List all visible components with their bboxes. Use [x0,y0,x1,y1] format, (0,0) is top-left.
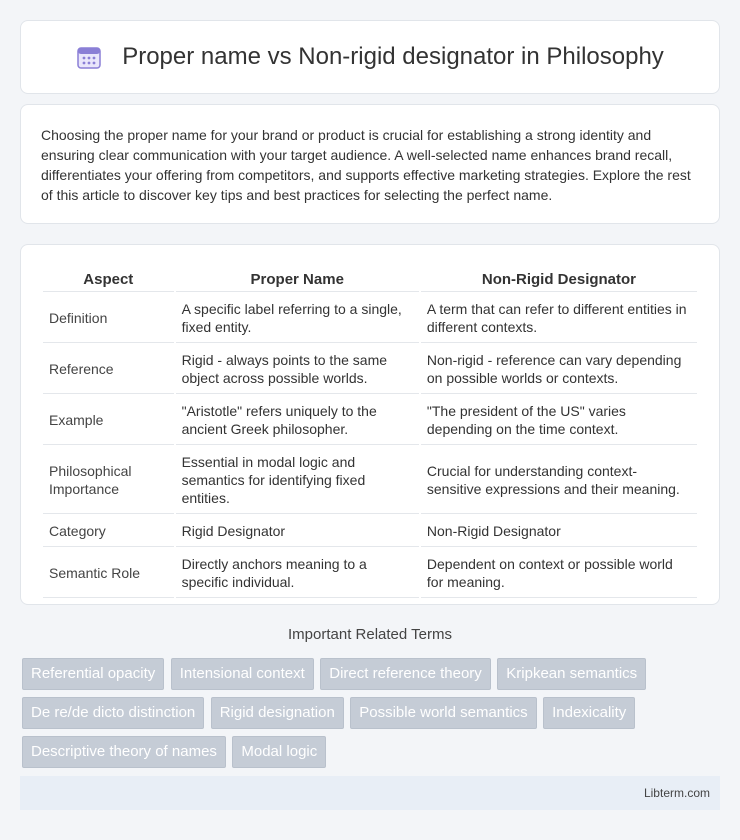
footer-site-link[interactable]: Libterm.com [643,786,710,800]
tag-intensional-context[interactable]: Intensional context [171,658,314,690]
comparison-table-card [20,244,720,605]
table-cell: "Aristotle" refers uniquely to the ancient Greek philosopher. [176,396,419,445]
related-terms-heading: Important Related Terms [288,626,452,643]
table-row [43,447,697,514]
column-header: Proper Name [176,265,419,292]
table-cell: "The president of the US" varies depending on the time context. [421,396,697,445]
table-cell: Example [43,396,174,445]
table-cell: Non-rigid - reference can vary depending on possible worlds or contexts. [421,345,697,394]
column-header: Aspect [43,265,174,292]
table-cell: Definition [43,294,174,343]
tag-direct-reference-theory[interactable]: Direct reference theory [320,658,491,690]
table-header-row [43,265,697,292]
footer [20,776,720,810]
header-card [20,20,720,94]
tag-indexicality[interactable]: Indexicality [543,697,635,729]
calendar-icon [76,44,102,70]
tag-kripkean-semantics[interactable]: Kripkean semantics [497,658,646,690]
tag-rigid-designation[interactable]: Rigid designation [211,697,344,729]
table-cell: Rigid Designator [176,516,419,547]
tag-de-re-de-dicto[interactable]: De re/de dicto distinction [22,697,204,729]
table-cell: A specific label referring to a single, fixed entity. [176,294,419,343]
tag-possible-world-semantics[interactable]: Possible world semantics [350,697,536,729]
table-cell: Semantic Role [43,549,174,598]
table-cell: Reference [43,345,174,394]
intro-text: Choosing the proper name for your brand or product is crucial for establishing a strong identity and ensuring clear communication with your target audience. A well-selected name enhances brand recall, differentiates your offering from competitors, and supports effective marketing strategies. Explore the rest of this article to discover key tips and best practices for selecting the perfect name. [41,127,691,203]
table-row [43,516,697,547]
table-cell: Crucial for understanding context-sensitive expressions and their meaning. [421,447,697,514]
table-cell: Category [43,516,174,547]
tag-referential-opacity[interactable]: Referential opacity [22,658,164,690]
intro-card [20,104,720,224]
table-row [43,345,697,394]
table-cell: Dependent on context or possible world for meaning. [421,549,697,598]
table-cell: Non-Rigid Designator [421,516,697,547]
page-title: Proper name vs Non-rigid designator in Philosophy [122,43,664,70]
table-row [43,396,697,445]
table-cell: A term that can refer to different entities in different contexts. [421,294,697,343]
tag-descriptive-theory-of-names[interactable]: Descriptive theory of names [22,736,226,768]
table-cell: Essential in modal logic and semantics for identifying fixed entities. [176,447,419,514]
table-row [43,294,697,343]
table-cell: Philosophical Importance [43,447,174,514]
comparison-table [41,263,699,600]
table-cell: Directly anchors meaning to a specific individual. [176,549,419,598]
table-row [43,549,697,598]
tag-modal-logic[interactable]: Modal logic [232,736,326,768]
column-header: Non-Rigid Designator [421,265,697,292]
table-cell: Rigid - always points to the same object across possible worlds. [176,345,419,394]
related-terms-list [22,658,722,775]
